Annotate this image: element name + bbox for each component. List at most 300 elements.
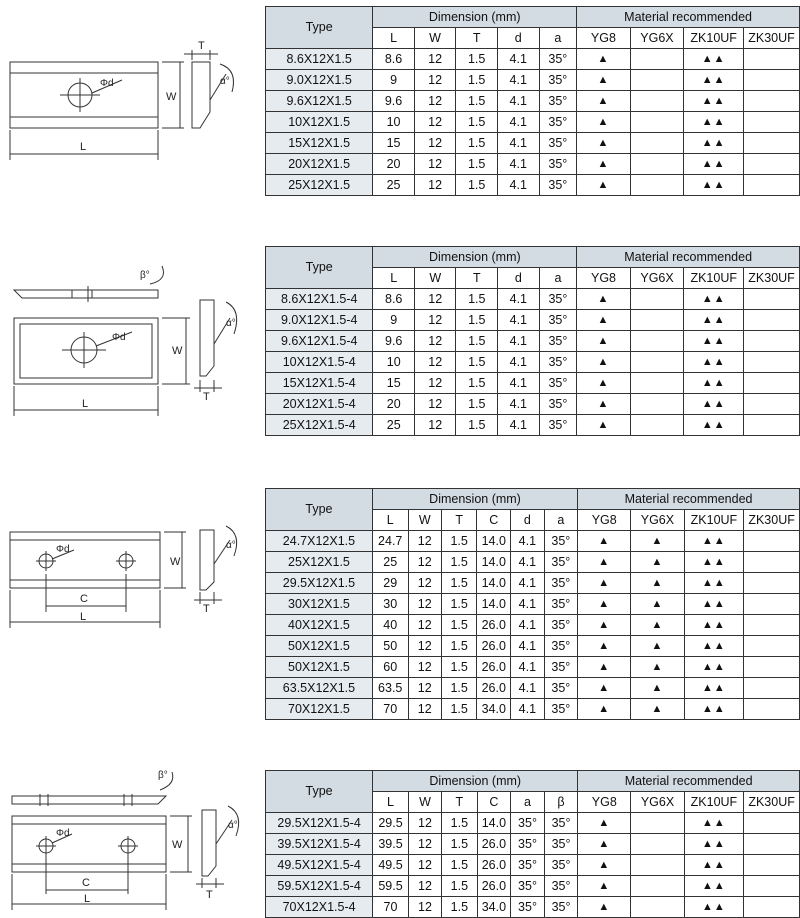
material-mark-cell: ▲▲: [684, 855, 744, 876]
type-cell: 30X12X1.5: [266, 594, 373, 615]
material-mark-cell: ▲▲: [684, 813, 744, 834]
dimension-cell: 35°: [511, 834, 545, 855]
dimension-column-header: T: [456, 268, 498, 289]
dimension-cell: 35°: [544, 813, 578, 834]
dimension-cell: 4.1: [497, 91, 539, 112]
material-column-header: ZK10UF: [684, 28, 744, 49]
dimension-cell: 12: [408, 657, 441, 678]
dimension-cell: 1.5: [456, 49, 498, 70]
material-mark-cell: [630, 331, 684, 352]
dimension-cell: 14.0: [477, 531, 511, 552]
dimension-cell: 35°: [544, 699, 578, 720]
type-cell: 29.5X12X1.5: [266, 573, 373, 594]
table-row: [266, 352, 800, 373]
type-header: Type: [266, 771, 373, 813]
type-cell: 63.5X12X1.5: [266, 678, 373, 699]
dimension-header: Dimension (mm): [373, 247, 577, 268]
type-header: Type: [266, 247, 373, 289]
dimension-cell: 50: [372, 636, 408, 657]
material-mark-cell: [744, 331, 800, 352]
label-d: Φd: [56, 828, 70, 839]
material-mark-cell: [744, 310, 800, 331]
dimension-cell: 35°: [539, 289, 577, 310]
material-mark-cell: ▲: [578, 636, 631, 657]
label-L: L: [82, 398, 89, 410]
material-mark-cell: [744, 615, 800, 636]
label-C: C: [82, 877, 90, 889]
dimension-column-header: W: [414, 28, 456, 49]
dimension-cell: 26.0: [477, 678, 511, 699]
type-cell: 9.6X12X1.5: [266, 91, 373, 112]
dimension-cell: 10: [373, 112, 415, 133]
insert-drawing-4-svg: [0, 764, 260, 918]
dimension-cell: 4.1: [511, 531, 545, 552]
type-cell: 49.5X12X1.5-4: [266, 855, 373, 876]
dimension-column-header: L: [372, 510, 408, 531]
dimension-cell: 12: [414, 112, 456, 133]
label-W: W: [172, 839, 183, 851]
dimension-cell: 35°: [544, 834, 578, 855]
dimension-cell: 70: [373, 897, 409, 918]
table-row: [266, 636, 800, 657]
dimension-cell: 26.0: [477, 657, 511, 678]
dimension-cell: 35°: [544, 594, 578, 615]
label-W: W: [170, 556, 181, 568]
material-column-header: ZK30UF: [744, 28, 800, 49]
material-mark-cell: ▲: [631, 615, 684, 636]
dimension-column-header: d: [498, 268, 540, 289]
dimension-cell: 4.1: [497, 133, 539, 154]
dimension-cell: 1.5: [441, 531, 476, 552]
material-mark-cell: ▲: [578, 834, 631, 855]
material-mark-cell: [744, 552, 800, 573]
dimension-cell: 9.6: [373, 331, 415, 352]
label-W: W: [172, 345, 183, 357]
dimension-cell: 26.0: [477, 636, 511, 657]
dimension-cell: 4.1: [497, 112, 539, 133]
label-a: α°: [226, 540, 236, 551]
material-mark-cell: [744, 394, 800, 415]
dimension-cell: 1.5: [442, 897, 477, 918]
material-mark-cell: ▲: [577, 331, 630, 352]
dimension-cell: 35°: [544, 573, 578, 594]
material-mark-cell: ▲▲: [684, 678, 744, 699]
dimension-cell: 14.0: [477, 594, 511, 615]
dimension-cell: 1.5: [456, 310, 498, 331]
material-mark-cell: [744, 289, 800, 310]
dimension-cell: 12: [414, 394, 456, 415]
material-mark-cell: [744, 49, 800, 70]
material-mark-cell: ▲▲: [684, 573, 744, 594]
table-row: [266, 394, 800, 415]
dimension-column-header: a: [544, 510, 578, 531]
material-mark-cell: [744, 154, 800, 175]
type-cell: 50X12X1.5: [266, 636, 373, 657]
material-header: Material recommended: [577, 247, 800, 268]
dimension-cell: 4.1: [498, 352, 540, 373]
dimension-cell: 35°: [511, 897, 545, 918]
table-row: [266, 573, 800, 594]
material-mark-cell: ▲: [578, 552, 631, 573]
dimension-cell: 1.5: [441, 657, 476, 678]
table-row: [266, 531, 800, 552]
dimension-cell: 35°: [539, 331, 577, 352]
label-a: α°: [220, 76, 230, 87]
label-L: L: [84, 893, 91, 905]
dimension-cell: 12: [414, 373, 456, 394]
material-mark-cell: ▲▲: [684, 112, 744, 133]
dimension-cell: 4.1: [498, 289, 540, 310]
dimension-cell: 29: [372, 573, 408, 594]
table-row: [266, 310, 800, 331]
dimension-cell: 12: [414, 133, 456, 154]
dimension-cell: 49.5: [373, 855, 409, 876]
spec-table-4: [265, 770, 800, 918]
table-row: [266, 133, 800, 154]
dimension-header: Dimension (mm): [373, 7, 577, 28]
label-a: α°: [226, 318, 236, 329]
table-row: [266, 331, 800, 352]
insert-drawing-2: [0, 240, 260, 440]
material-mark-cell: ▲▲: [684, 175, 744, 196]
table-row: [266, 813, 800, 834]
material-column-header: YG8: [577, 268, 630, 289]
material-mark-cell: [631, 834, 684, 855]
dimension-cell: 35°: [539, 415, 577, 436]
dimension-cell: 4.1: [498, 394, 540, 415]
insert-drawing-3: [0, 482, 260, 722]
material-mark-cell: ▲▲: [684, 657, 744, 678]
dimension-cell: 4.1: [498, 373, 540, 394]
material-mark-cell: ▲: [577, 70, 630, 91]
section-2: [0, 240, 800, 440]
material-mark-cell: [744, 373, 800, 394]
dimension-cell: 4.1: [498, 331, 540, 352]
dimension-column-header: L: [373, 268, 415, 289]
insert-drawing-2-svg: [0, 240, 260, 440]
material-mark-cell: ▲: [577, 133, 630, 154]
material-mark-cell: ▲▲: [684, 70, 744, 91]
dimension-cell: 15: [373, 373, 415, 394]
spec-table-2: [265, 246, 800, 436]
table-row: [266, 876, 800, 897]
dimension-column-header: W: [408, 792, 441, 813]
dimension-cell: 1.5: [456, 175, 498, 196]
dimension-cell: 34.0: [477, 699, 511, 720]
dimension-cell: 35°: [539, 133, 577, 154]
type-cell: 59.5X12X1.5-4: [266, 876, 373, 897]
material-mark-cell: [630, 70, 684, 91]
dimension-column-header: a: [539, 28, 577, 49]
label-d: Φd: [100, 78, 114, 89]
material-mark-cell: [630, 373, 684, 394]
dimension-column-header: a: [511, 792, 545, 813]
material-mark-cell: ▲▲: [684, 615, 744, 636]
table-row: [266, 657, 800, 678]
material-mark-cell: ▲▲: [684, 352, 744, 373]
dimension-cell: 4.1: [511, 657, 545, 678]
material-mark-cell: ▲: [577, 175, 630, 196]
material-mark-cell: ▲: [578, 573, 631, 594]
dimension-cell: 12: [414, 352, 456, 373]
dimension-cell: 35°: [539, 175, 577, 196]
dimension-cell: 25: [373, 415, 415, 436]
material-mark-cell: ▲: [578, 876, 631, 897]
material-column-header: ZK30UF: [744, 268, 800, 289]
material-column-header: ZK30UF: [744, 792, 800, 813]
dimension-cell: 1.5: [442, 813, 477, 834]
material-mark-cell: [744, 678, 800, 699]
material-mark-cell: [744, 897, 800, 918]
type-cell: 15X12X1.5-4: [266, 373, 373, 394]
dimension-column-header: T: [441, 510, 476, 531]
dimension-cell: 1.5: [441, 594, 476, 615]
dimension-cell: 1.5: [456, 133, 498, 154]
dimension-cell: 1.5: [456, 289, 498, 310]
type-cell: 39.5X12X1.5-4: [266, 834, 373, 855]
material-mark-cell: [630, 175, 684, 196]
material-mark-cell: ▲: [578, 897, 631, 918]
material-mark-cell: [744, 855, 800, 876]
dimension-cell: 12: [408, 678, 441, 699]
label-C: C: [80, 593, 88, 605]
material-column-header: ZK10UF: [684, 268, 744, 289]
material-column-header: YG8: [578, 792, 631, 813]
label-b: β°: [140, 270, 150, 281]
material-mark-cell: ▲: [578, 678, 631, 699]
material-mark-cell: [630, 310, 684, 331]
material-mark-cell: [744, 573, 800, 594]
material-mark-cell: [744, 112, 800, 133]
table-row: [266, 175, 800, 196]
material-mark-cell: ▲: [577, 373, 630, 394]
spec-table-1: [265, 6, 800, 196]
dimension-cell: 35°: [539, 352, 577, 373]
dimension-cell: 4.1: [498, 415, 540, 436]
section-4: [0, 764, 800, 918]
material-mark-cell: [630, 352, 684, 373]
dimension-cell: 1.5: [441, 678, 476, 699]
type-cell: 15X12X1.5: [266, 133, 373, 154]
dimension-cell: 20: [373, 154, 415, 175]
dimension-column-header: a: [539, 268, 577, 289]
label-d: Φd: [56, 544, 70, 555]
material-mark-cell: ▲▲: [684, 373, 744, 394]
label-d: Φd: [112, 332, 126, 343]
material-mark-cell: [744, 699, 800, 720]
dimension-cell: 14.0: [477, 573, 511, 594]
material-mark-cell: ▲▲: [684, 394, 744, 415]
dimension-cell: 4.1: [497, 175, 539, 196]
material-mark-cell: [744, 813, 800, 834]
table-row: [266, 552, 800, 573]
material-mark-cell: [630, 49, 684, 70]
material-header: Material recommended: [577, 7, 800, 28]
material-mark-cell: ▲: [577, 91, 630, 112]
dimension-cell: 12: [408, 897, 441, 918]
dimension-cell: 4.1: [511, 573, 545, 594]
dimension-cell: 9: [373, 70, 415, 91]
material-header: Material recommended: [578, 771, 800, 792]
dimension-cell: 35°: [539, 154, 577, 175]
table-row: [266, 70, 800, 91]
dimension-cell: 1.5: [441, 615, 476, 636]
type-header: Type: [266, 7, 373, 49]
material-column-header: YG6X: [630, 28, 684, 49]
material-column-header: ZK10UF: [684, 510, 744, 531]
dimension-cell: 8.6: [373, 289, 415, 310]
material-column-header: ZK30UF: [744, 510, 800, 531]
material-mark-cell: ▲: [631, 636, 684, 657]
dimension-cell: 29.5: [373, 813, 409, 834]
material-mark-cell: ▲: [577, 394, 630, 415]
dimension-cell: 12: [408, 855, 441, 876]
type-cell: 20X12X1.5: [266, 154, 373, 175]
type-cell: 25X12X1.5: [266, 552, 373, 573]
material-mark-cell: [744, 133, 800, 154]
dimension-cell: 1.5: [456, 394, 498, 415]
dimension-cell: 35°: [539, 49, 577, 70]
dimension-cell: 35°: [544, 876, 578, 897]
dimension-cell: 14.0: [477, 813, 511, 834]
dimension-cell: 35°: [544, 615, 578, 636]
label-T: T: [206, 889, 213, 901]
insert-drawing-3-svg: [0, 482, 260, 722]
material-mark-cell: [744, 531, 800, 552]
dimension-cell: 12: [408, 573, 441, 594]
material-mark-cell: ▲▲: [684, 699, 744, 720]
type-cell: 10X12X1.5: [266, 112, 373, 133]
material-column-header: YG8: [577, 28, 630, 49]
label-b: β°: [158, 770, 168, 781]
dimension-cell: 1.5: [456, 154, 498, 175]
type-cell: 70X12X1.5: [266, 699, 373, 720]
label-T: T: [203, 391, 210, 403]
dimension-cell: 1.5: [456, 331, 498, 352]
material-mark-cell: ▲: [577, 352, 630, 373]
dimension-cell: 35°: [539, 70, 577, 91]
material-column-header: YG6X: [631, 792, 684, 813]
material-mark-cell: [744, 352, 800, 373]
dimension-cell: 12: [408, 699, 441, 720]
dimension-column-header: C: [477, 510, 511, 531]
material-mark-cell: ▲▲: [684, 531, 744, 552]
dimension-header: Dimension (mm): [372, 489, 577, 510]
material-mark-cell: ▲: [631, 552, 684, 573]
table-row: [266, 49, 800, 70]
dimension-cell: 4.1: [498, 310, 540, 331]
dimension-cell: 1.5: [441, 636, 476, 657]
material-mark-cell: [630, 415, 684, 436]
material-mark-cell: ▲▲: [684, 133, 744, 154]
table-row: [266, 615, 800, 636]
table-row: [266, 415, 800, 436]
dimension-cell: 1.5: [456, 352, 498, 373]
dimension-cell: 59.5: [373, 876, 409, 897]
dimension-cell: 35°: [511, 855, 545, 876]
type-cell: 8.6X12X1.5-4: [266, 289, 373, 310]
type-cell: 40X12X1.5: [266, 615, 373, 636]
dimension-cell: 35°: [544, 678, 578, 699]
dimension-cell: 9.6: [373, 91, 415, 112]
material-mark-cell: ▲: [578, 813, 631, 834]
dimension-cell: 12: [414, 154, 456, 175]
dimension-column-header: T: [442, 792, 477, 813]
table-row: [266, 289, 800, 310]
dimension-column-header: T: [456, 28, 498, 49]
material-mark-cell: [631, 855, 684, 876]
dimension-cell: 26.0: [477, 615, 511, 636]
material-mark-cell: ▲: [631, 573, 684, 594]
table-row: [266, 678, 800, 699]
material-mark-cell: [630, 133, 684, 154]
material-mark-cell: [631, 897, 684, 918]
dimension-cell: 1.5: [441, 552, 476, 573]
dimension-cell: 1.5: [456, 415, 498, 436]
material-mark-cell: ▲▲: [684, 91, 744, 112]
dimension-cell: 1.5: [442, 855, 477, 876]
dimension-cell: 1.5: [442, 834, 477, 855]
table-row: [266, 154, 800, 175]
material-mark-cell: ▲▲: [684, 154, 744, 175]
insert-drawing-1: [0, 0, 260, 200]
type-cell: 24.7X12X1.5: [266, 531, 373, 552]
dimension-cell: 4.1: [497, 49, 539, 70]
material-mark-cell: ▲: [577, 154, 630, 175]
dimension-cell: 4.1: [511, 594, 545, 615]
dimension-cell: 63.5: [372, 678, 408, 699]
dimension-cell: 12: [408, 594, 441, 615]
dimension-cell: 12: [408, 552, 441, 573]
dimension-cell: 14.0: [477, 552, 511, 573]
dimension-cell: 26.0: [477, 855, 511, 876]
label-T: T: [198, 40, 205, 52]
dimension-cell: 8.6: [373, 49, 415, 70]
material-mark-cell: [630, 289, 684, 310]
type-cell: 10X12X1.5-4: [266, 352, 373, 373]
material-mark-cell: ▲: [578, 855, 631, 876]
dimension-cell: 35°: [544, 657, 578, 678]
material-mark-cell: [744, 657, 800, 678]
table-row: [266, 897, 800, 918]
material-mark-cell: ▲▲: [684, 834, 744, 855]
type-cell: 9.0X12X1.5: [266, 70, 373, 91]
label-L: L: [80, 141, 87, 153]
table-row: [266, 699, 800, 720]
material-mark-cell: [744, 876, 800, 897]
dimension-cell: 15: [373, 133, 415, 154]
dimension-cell: 12: [414, 91, 456, 112]
material-mark-cell: ▲: [577, 112, 630, 133]
dimension-column-header: L: [373, 28, 415, 49]
dimension-cell: 35°: [544, 855, 578, 876]
material-mark-cell: ▲▲: [684, 636, 744, 657]
table-row: [266, 112, 800, 133]
dimension-header: Dimension (mm): [373, 771, 578, 792]
type-cell: 70X12X1.5-4: [266, 897, 373, 918]
dimension-cell: 35°: [544, 552, 578, 573]
dimension-cell: 12: [414, 310, 456, 331]
material-mark-cell: ▲: [631, 531, 684, 552]
dimension-cell: 35°: [539, 394, 577, 415]
dimension-cell: 35°: [539, 112, 577, 133]
dimension-cell: 30: [372, 594, 408, 615]
material-mark-cell: [744, 636, 800, 657]
material-mark-cell: ▲: [631, 678, 684, 699]
dimension-cell: 1.5: [441, 573, 476, 594]
section-1: [0, 0, 800, 200]
material-mark-cell: ▲▲: [684, 310, 744, 331]
